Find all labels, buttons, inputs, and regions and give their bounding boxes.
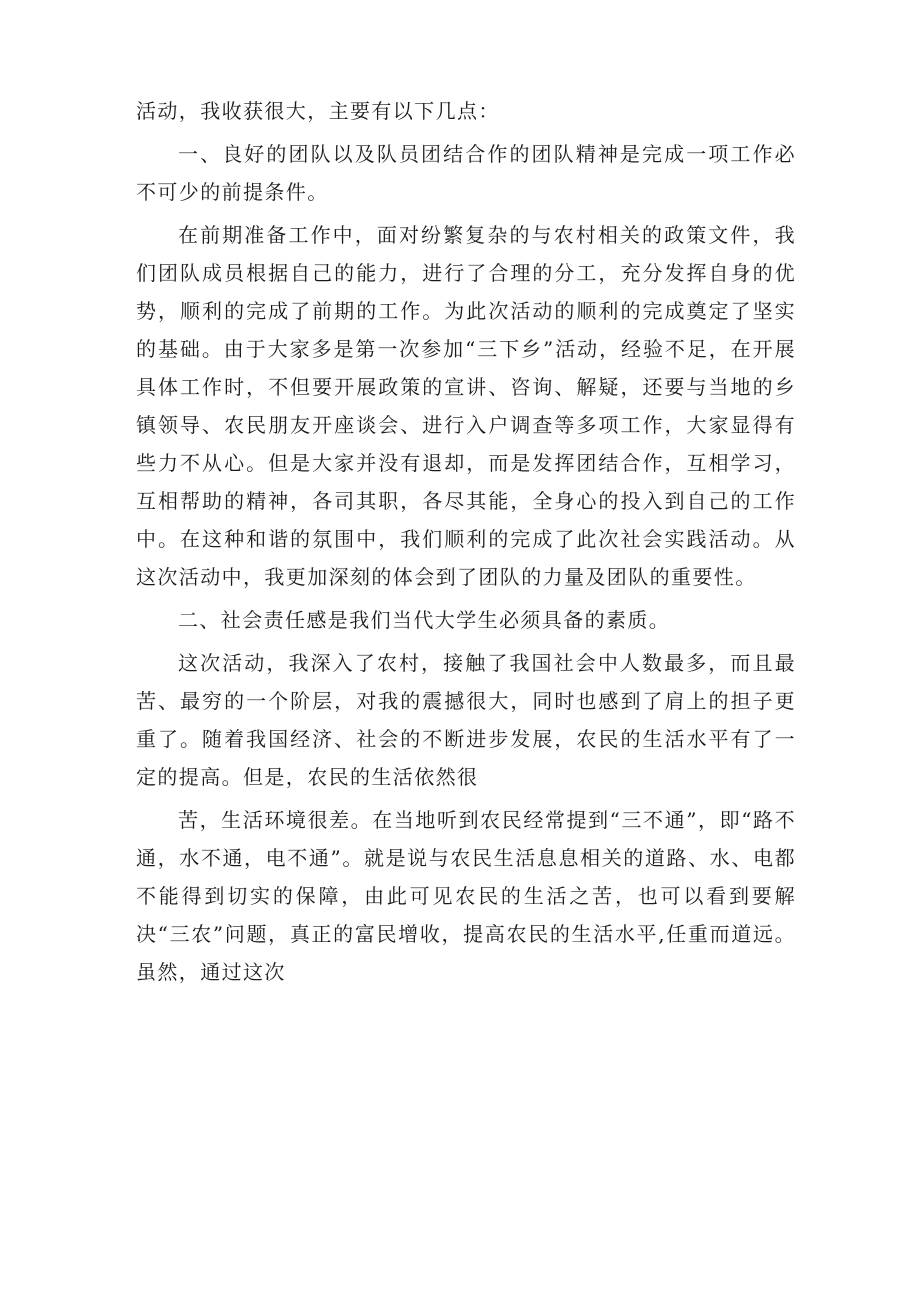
paragraph-living-conditions: 苦，生活环境很差。在当地听到农民经常提到“三不通”，即“路不通，水不通，电不通”。就是说与农民生活息息相关的道路、水、电都不能得到切实的保障，由此可见农民的生活之苦，也可以看到要解决“三农”问题，真正的富民增收，提高农民的生活水平,任重而道远。虽然，通过这次 [136, 808, 796, 984]
paragraph-intro: 活动，我收获很大，主要有以下几点： [136, 99, 500, 123]
paragraph-teamwork: 在前期准备工作中，面对纷繁复杂的与农村相关的政策文件，我们团队成员根据自己的能力，进行了合理的分工，充分发挥自身的优势，顺利的完成了前期的工作。为此次活动的顺利的完成奠定了坚实的基础。由于大家多是第一次参加“三下乡”活动，经验不足，在开展具体工作时，不但要开展政策的宣讲、咨询、解疑，还要与当地的乡镇领导、农民朋友开座谈会、进行入户调查等多项工作，大家显得有些力不从心。但是大家并没有退却，而是发挥团结合作，互相学习，互相帮助的精神，各司其职，各尽其能，全身心的投入到自己的工作中。在这种和谐的氛围中，我们顺利的完成了此次社会实践活动。从这次活动中，我更加深刻的体会到了团队的力量及团队的重要性。 [136, 223, 796, 589]
document-body [136, 92, 796, 996]
heading-point-two: 二、社会责任感是我们当代大学生必须具备的素质。 [178, 608, 671, 632]
paragraph-social-responsibility: 这次活动，我深入了农村，接触了我国社会中人数最多，而且最苦、最穷的一个阶层，对我的震撼很大，同时也感到了肩上的担子更重了。随着我国经济、社会的不断进步发展，农民的生活水平有了一定的提高。但是，农民的生活依然很 [136, 651, 796, 789]
heading-point-one: 一、良好的团队以及队员团结合作的团队精神是完成一项工作必不可少的前提条件。 [136, 142, 796, 204]
